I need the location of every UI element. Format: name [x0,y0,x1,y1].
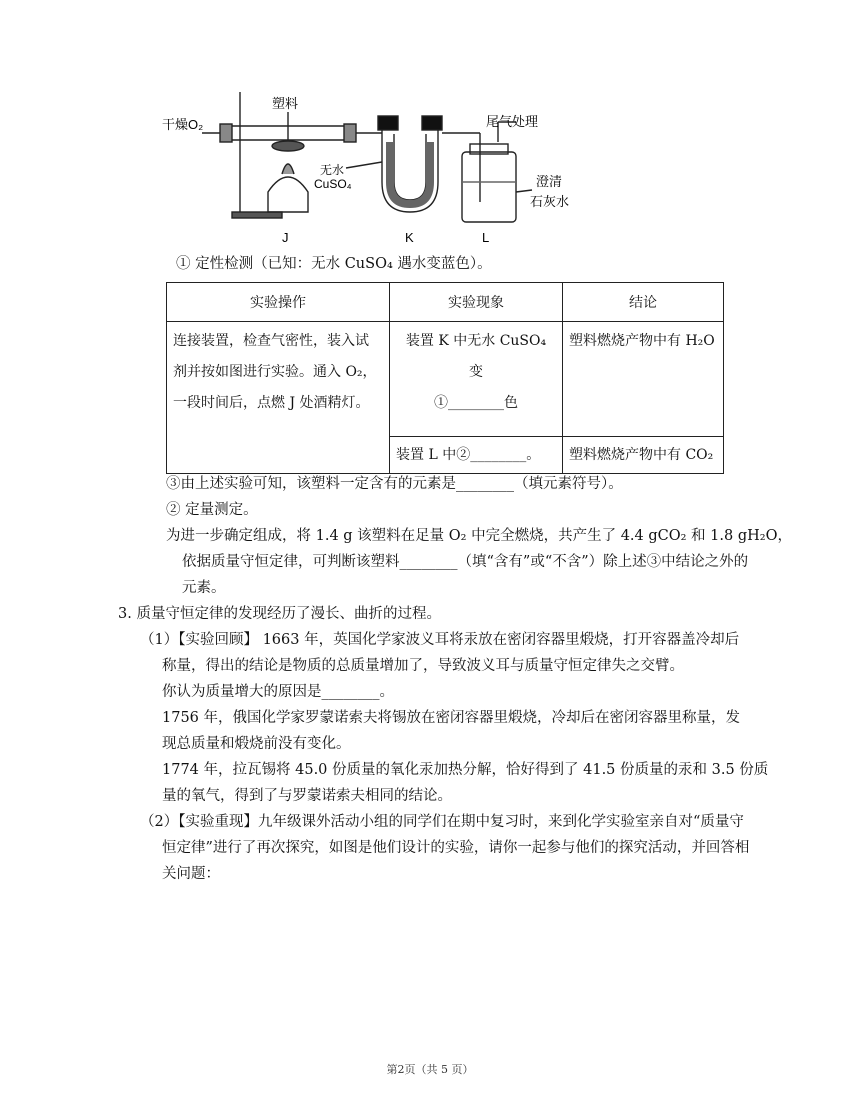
label-L: L [482,230,490,245]
paragraph-line: 1774 年，拉瓦锡将 45.0 份质量的氧化汞加热分解，恰好得到了 41.5 份质量的汞和 3.5 份质 [162,762,769,778]
paragraph-line: 称量，得出的结论是物质的总质量增加了，导致波义耳与质量守恒定律失之交臂。 [162,658,684,674]
label-limewater-2: 石灰水 [530,194,570,209]
question-contains[interactable]: 依据质量守恒定律，可判断该塑料________（填“含有”或“不含”）除上述③中结论之外的 [182,554,749,570]
cell-conclusion-2: 塑料燃烧产物中有 CO₂ [563,437,724,474]
table-row [167,322,724,437]
label-J: J [282,230,289,245]
cell-conclusion-1: 塑料燃烧产物中有 H₂O [563,322,724,437]
table-header-row [167,283,724,322]
header-conclusion: 结论 [563,283,724,322]
quantitative-heading: ② 定量测定。 [166,502,258,518]
limewater-bottle [462,152,516,222]
question-mass-increase[interactable]: 你认为质量增大的原因是________。 [162,684,394,700]
paragraph-line: 现总质量和煅烧前没有变化。 [162,736,351,752]
paragraph-line: 量的氧气，得到了与罗蒙诺索夫相同的结论。 [162,788,452,804]
phen-line: 装置 K 中无水 CuSO₄ [405,333,547,349]
label-plastic: 塑料 [272,96,299,111]
experiment-table [166,282,724,474]
label-tail-gas: 尾气处理 [486,114,539,129]
qualitative-detection-heading: ① 定性检测（已知：无水 CuSO₄ 遇水变蓝色）。 [176,256,492,272]
label-limewater-1: 澄清 [536,174,563,189]
paragraph-line: 元素。 [182,580,226,596]
paragraph-line: 为进一步确定组成，将 1.4 g 该塑料在足量 O₂ 中完全燃烧，共产生了 4.4 gCO₂ 和 1.8 gH₂O， [166,528,792,544]
paragraph-line: （1）【实验回顾】 1663 年，英国化学家波义耳将汞放在密闭容器里煅烧，打开容器盖冷却后 [140,632,740,648]
alcohol-lamp [268,177,308,212]
phen-line: 变 [469,364,483,380]
question-3-title: 3. 质量守恒定律的发现经历了漫长、曲折的过程。 [118,606,441,622]
cuso4-granules [386,142,434,208]
stand-base [232,212,282,218]
label-cuso4: CuSO₄ [314,177,352,191]
paragraph-line: 恒定律”进行了再次探究，如图是他们设计的实验，请你一起参与他们的探究活动，并回答相 [162,840,750,856]
stopper-right [344,124,356,142]
phen-blank[interactable]: ①________色 [434,395,518,411]
u-stopper-left [378,116,398,130]
paragraph-line: 关问题： [162,866,220,882]
op-line: 连接装置，检查气密性，装入试 [173,333,369,349]
op-line: 剂并按如图进行实验。通入 O₂， [173,364,377,380]
header-operation: 实验操作 [167,283,390,322]
cell-phenomenon-1 [390,322,563,437]
label-K: K [405,230,414,245]
cell-operation [167,322,390,474]
stopper-left [220,124,232,142]
question-elements[interactable]: ③由上述实验可知，该塑料一定含有的元素是________（填元素符号）。 [166,476,623,492]
apparatus-diagram [160,82,570,252]
plastic-sample [272,141,304,151]
paragraph-line: 1756 年，俄国化学家罗蒙诺索夫将锡放在密闭容器里煅烧，冷却后在密闭容器里称量，发 [162,710,741,726]
label-anhydrous: 无水 [320,163,345,177]
cell-phenomenon-2[interactable]: 装置 L 中②________。 [390,437,563,474]
paragraph-line: （2）【实验重现】九年级课外活动小组的同学们在期中复习时，来到化学实验室亲自对“质量守 [140,814,744,830]
op-line: 一段时间后，点燃 J 处酒精灯。 [173,395,370,411]
label-dry-o2: 干燥O₂ [162,117,204,132]
header-phenomenon: 实验现象 [390,283,563,322]
page-footer: 第2页（共 5 页） [386,1063,474,1076]
u-stopper-right [422,116,442,130]
